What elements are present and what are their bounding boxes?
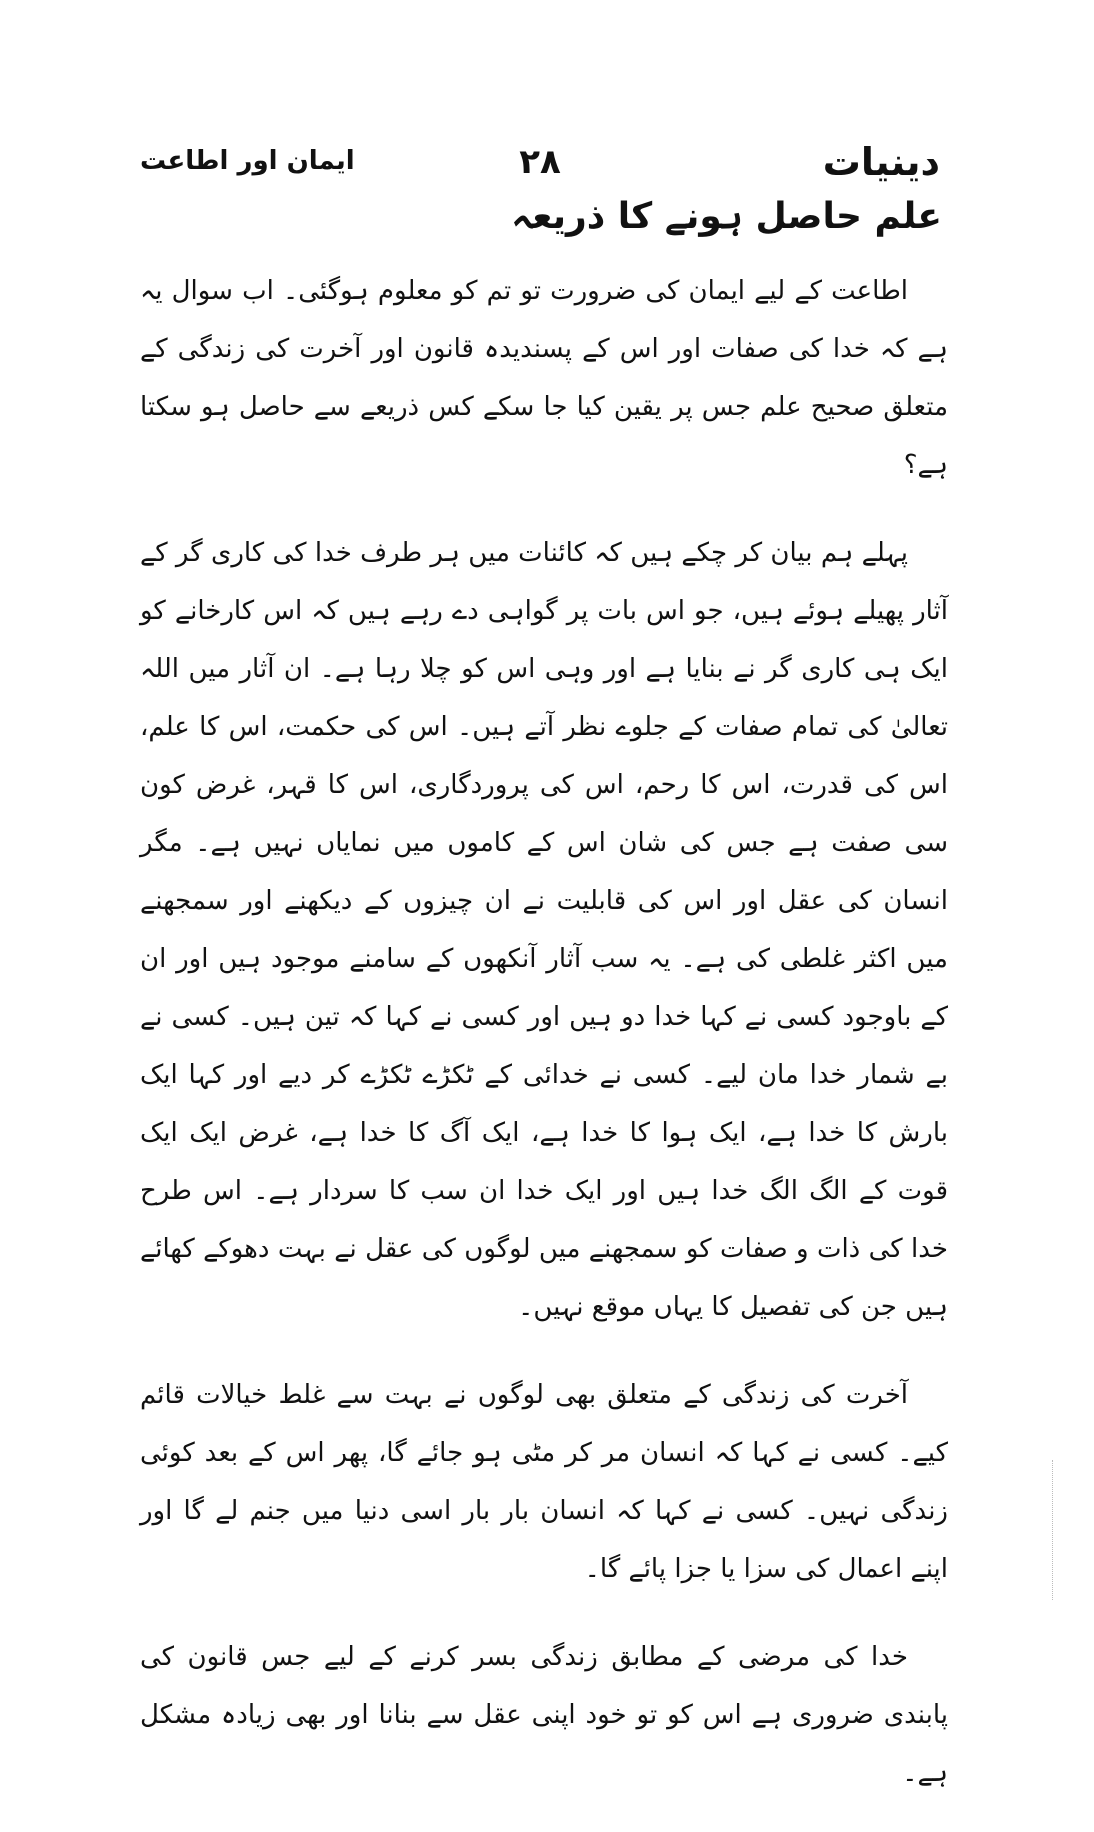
paragraph: آخرت کی زندگی کے متعلق بھی لوگوں نے بہت سے غلط خیالات قائم کیے۔ کسی نے کہا کہ انسان مر کر مٹی ہو جائے گا، پھر اس کے بعد کوئی زندگی نہیں۔ کسی نے کہا کہ انسان بار بار اسی دنیا میں جنم لے گا اور اپنے اعمال کی سزا یا جزا پائے گا۔ [140,1380,948,1584]
page-header [140,140,940,200]
page-number: ۲۸ [519,142,561,182]
paragraph: خدا کی مرضی کے مطابق زندگی بسر کرنے کے لیے جس قانون کی پابندی ضروری ہے اس کو تو خود اپنی عقل سے بنانا اور بھی زیادہ مشکل ہے۔ [140,1642,948,1788]
paragraph: اطاعت کے لیے ایمان کی ضرورت تو تم کو معلوم ہوگئی۔ اب سوال یہ ہے کہ خدا کی صفات اور اس کے پسندیدہ قانون اور آخرت کی زندگی کے متعلق صحیح علم جس پر یقین کیا جا سکے کس ذریعے سے حاصل ہو سکتا ہے؟ [140,276,948,480]
chapter-title: ایمان اور اطاعت [140,146,355,176]
book-title: دینیات [822,140,940,184]
margin-mark [1052,1460,1054,1600]
body-text [140,262,948,1832]
paragraph: پہلے ہم بیان کر چکے ہیں کہ کائنات میں ہر طرف خدا کی کاری گر کے آثار پھیلے ہوئے ہیں، جو اس بات پر گواہی دے رہے ہیں کہ اس کارخانے کو ایک ہی کاری گر نے بنایا ہے اور وہی اس کو چلا رہا ہے۔ ان آثار میں اللہ تعالیٰ کی تمام صفات کے جلوے نظر آتے ہیں۔ اس کی حکمت، اس کا علم، اس کی قدرت، اس کا رحم، اس کی پروردگاری، اس کا قہر، غرض کون سی صفت ہے جس کی شان اس کے کاموں میں نمایاں نہیں ہے۔ مگر انسان کی عقل اور اس کی قابلیت نے ان چیزوں کے دیکھنے اور سمجھنے میں اکثر غلطی کی ہے۔ یہ سب آثار آنکھوں کے سامنے موجود ہیں اور ان کے باوجود کسی نے کہا خدا دو ہیں اور کسی نے کہا کہ تین ہیں۔ کسی نے بے شمار خدا مان لیے۔ کسی نے خدائی کے ٹکڑے ٹکڑے کر دیے اور کہا ایک بارش کا خدا ہے، ایک ہوا کا خدا ہے، ایک آگ کا خدا ہے، غرض ایک ایک قوت کے الگ الگ خدا ہیں اور ایک خدا ان سب کا سردار ہے۔ اس طرح خدا کی ذات و صفات کو سمجھنے میں لوگوں کی عقل نے بہت دھوکے کھائے ہیں جن کی تفصیل کا یہاں موقع نہیں۔ [140,538,948,1322]
section-heading: علم حاصل ہونے کا ذریعہ [511,196,942,237]
